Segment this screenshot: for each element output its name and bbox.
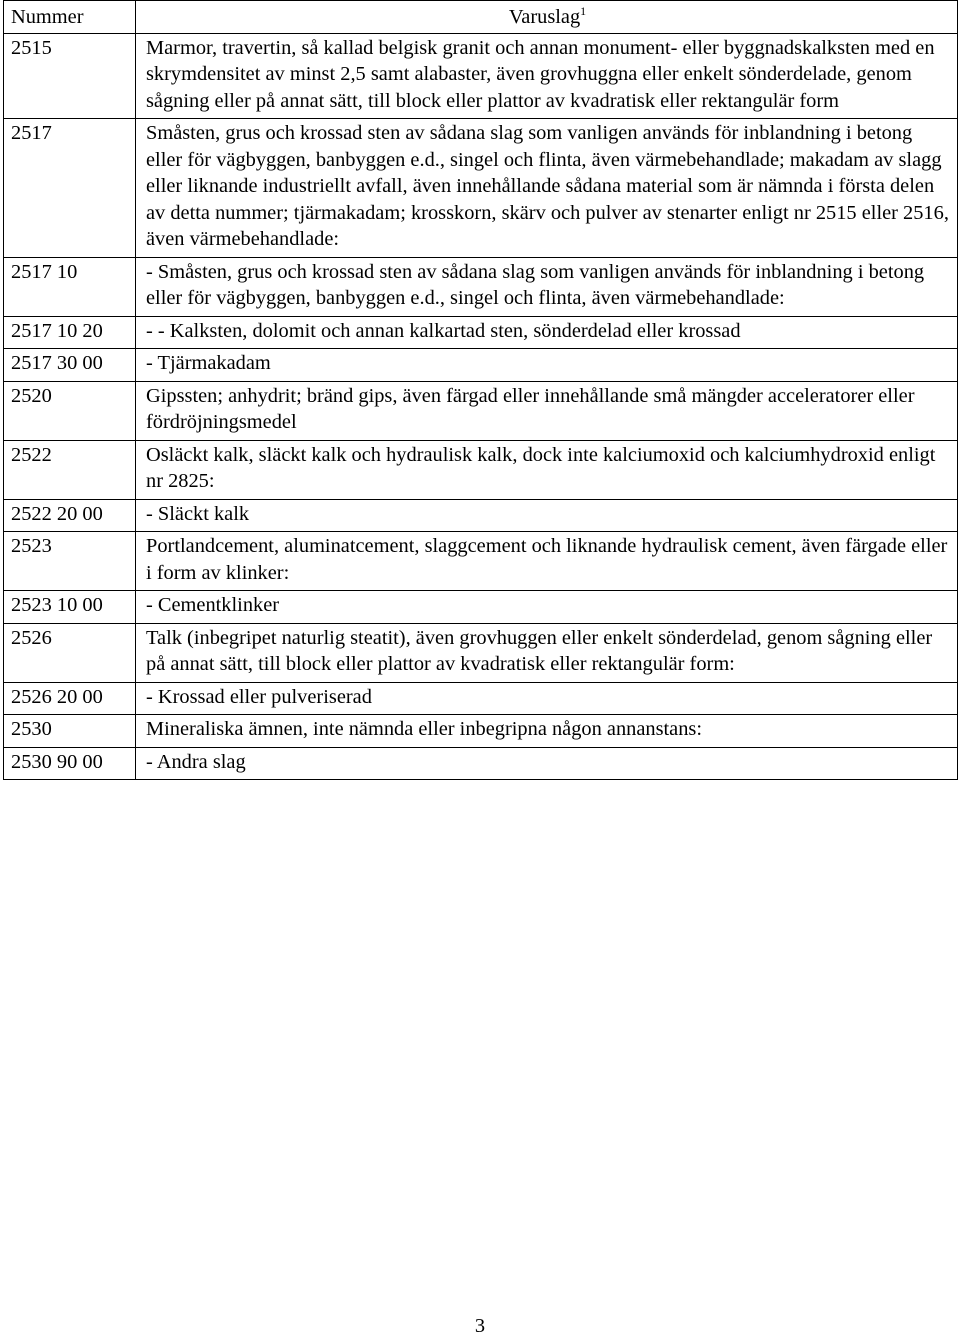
column-header-number: Nummer bbox=[4, 1, 136, 34]
row-description: Gipssten; anhydrit; bränd gips, även färgad eller innehållande små mängder acceleratorer eller fördröjningsmedel bbox=[136, 381, 958, 440]
row-number: 2523 10 00 bbox=[4, 591, 136, 624]
row-description: - Krossad eller pulveriserad bbox=[136, 682, 958, 715]
column-header-description bbox=[136, 1, 958, 34]
table-row bbox=[4, 623, 958, 682]
table-row bbox=[4, 349, 958, 382]
row-description: Osläckt kalk, släckt kalk och hydraulisk kalk, dock inte kalciumoxid och kalciumhydroxid enligt nr 2825: bbox=[136, 440, 958, 499]
row-number: 2517 bbox=[4, 119, 136, 258]
row-description: Talk (inbegripet naturlig steatit), även grovhuggen eller enkelt sönderdelad, genom sågning eller på annat sätt, till block eller plattor av kvadratisk eller rektangulär form: bbox=[136, 623, 958, 682]
row-number: 2517 10 bbox=[4, 257, 136, 316]
row-number: 2523 bbox=[4, 532, 136, 591]
row-description: Mineraliska ämnen, inte nämnda eller inbegripna någon annanstans: bbox=[136, 715, 958, 748]
table-row bbox=[4, 381, 958, 440]
table-row bbox=[4, 33, 958, 119]
row-description: Portlandcement, aluminatcement, slaggcement och liknande hydraulisk cement, även färgade eller i form av klinker: bbox=[136, 532, 958, 591]
row-description: Marmor, travertin, så kallad belgisk granit och annan monument- eller byggnadskalksten med en skrymdensitet av minst 2,5 samt alabaster, även grovhuggna eller enkelt sönderdelade, genom sågning eller på annat sätt, till block eller plattor av kvadratisk eller rektangulär form bbox=[136, 33, 958, 119]
row-description: - - Kalksten, dolomit och annan kalkartad sten, sönderdelad eller krossad bbox=[136, 316, 958, 349]
row-number: 2522 20 00 bbox=[4, 499, 136, 532]
table-row bbox=[4, 591, 958, 624]
table-row bbox=[4, 532, 958, 591]
row-number: 2530 90 00 bbox=[4, 747, 136, 780]
table-row bbox=[4, 316, 958, 349]
row-description: - Småsten, grus och krossad sten av sådana slag som vanligen används för inblandning i betong eller för vägbyggen, banbyggen e.d., singel och flinta, även värmebehandlade: bbox=[136, 257, 958, 316]
table-row bbox=[4, 119, 958, 258]
table-header-row bbox=[4, 1, 958, 34]
row-description: - Tjärmakadam bbox=[136, 349, 958, 382]
row-number: 2517 30 00 bbox=[4, 349, 136, 382]
table-row bbox=[4, 440, 958, 499]
row-number: 2517 10 20 bbox=[4, 316, 136, 349]
column-header-description-label: Varuslag bbox=[508, 6, 581, 28]
row-description: - Släckt kalk bbox=[136, 499, 958, 532]
row-description: - Cementklinker bbox=[136, 591, 958, 624]
row-number: 2530 bbox=[4, 715, 136, 748]
row-number: 2526 20 00 bbox=[4, 682, 136, 715]
table-row bbox=[4, 499, 958, 532]
table-row bbox=[4, 747, 958, 780]
row-number: 2526 bbox=[4, 623, 136, 682]
page-number: 3 bbox=[474, 1315, 486, 1337]
table-row bbox=[4, 257, 958, 316]
row-number: 2515 bbox=[4, 33, 136, 119]
row-description: - Andra slag bbox=[136, 747, 958, 780]
tariff-table bbox=[3, 0, 958, 780]
table-row bbox=[4, 715, 958, 748]
row-number: 2520 bbox=[4, 381, 136, 440]
footnote-marker: 1 bbox=[580, 4, 587, 19]
row-number: 2522 bbox=[4, 440, 136, 499]
row-description: Småsten, grus och krossad sten av sådana slag som vanligen används för inblandning i betong eller för vägbyggen, banbyggen e.d., singel och flinta, även värmebehandlade; makadam av slagg eller liknande industriellt avfall, även innehållande sådana material som är nämnda i första delen av detta nummer; tjärmakadam; krosskorn, skärv och pulver av stenarter enligt nr 2515 eller 2516, även värmebehandlade: bbox=[136, 119, 958, 258]
table-row bbox=[4, 682, 958, 715]
